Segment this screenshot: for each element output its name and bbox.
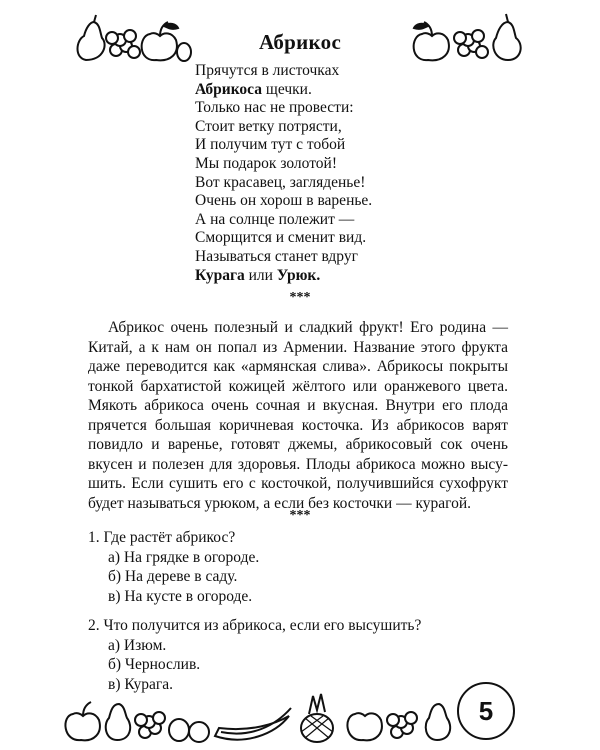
apple-icon	[65, 702, 99, 740]
paragraph-line: Абрикос очень полезный и сладкий фрукт! Его родина —	[108, 319, 508, 336]
paragraph-line: Мякоть абрикоса очень сочная и вкусная. Внутри его плода	[88, 397, 508, 414]
article-paragraph	[88, 318, 508, 513]
questions	[88, 528, 421, 694]
grapes-icon	[135, 712, 165, 738]
poem-line: Абрикоса щечки.	[195, 80, 312, 98]
pineapple-icon	[301, 694, 333, 742]
paragraph-line: прячется большая коричневая косточка. Из абрикосов варят	[88, 416, 508, 434]
separator: ***	[289, 290, 311, 305]
paragraph-line: Китай, а к нам он попал из Армении. Название этого фрукта	[88, 338, 508, 356]
poem-line: Стоит ветку потрясти,	[195, 117, 342, 135]
spacer	[88, 606, 421, 616]
pear-icon	[426, 704, 450, 740]
page-number	[457, 682, 515, 740]
poem-line: Очень он хорош в варенье.	[195, 192, 373, 210]
banana-icon	[215, 708, 291, 740]
answer-option: б) На дереве в саду.	[108, 568, 238, 585]
poem-line: А на солнце полежит —	[195, 210, 355, 228]
answer-option: в) Курага.	[108, 675, 174, 693]
poem-line: Только нас не провести:	[195, 99, 354, 117]
question: 1. Где растёт абрикос?	[88, 529, 236, 546]
question: 2. Что получится из абрикоса, если его высушить?	[88, 617, 422, 634]
page-title: Абрикос	[258, 30, 342, 54]
apple-icon	[347, 713, 381, 740]
poem-line-last: Курага или Урюк.	[195, 266, 321, 284]
poem-line: И получим тут с тобой	[195, 136, 346, 154]
paragraph-line: шить. Если сушить его с косточкой, получившийся сухофрукт	[88, 475, 508, 492]
answer-option: а) На грядке в огороде.	[108, 548, 260, 566]
paragraph-line: повидло и варенье, готовят джемы, абрикосовый сок очень	[88, 436, 508, 453]
paragraph-line: тонкой бархатистой кожицей жёлтого или оранжевого цвета.	[88, 377, 508, 395]
fruit-border-bottom	[55, 686, 455, 744]
poem-line: Называться станет вдруг	[195, 247, 358, 265]
answer-option: б) Чернослив.	[108, 656, 201, 673]
poem	[195, 62, 372, 285]
paragraph-line: даже переводится как «армянская слива». Абрикосы покрыты	[88, 358, 508, 375]
page-number-text: 5	[478, 695, 494, 726]
paragraph-line: вкусен и полезен для здоровья. Плоды абрикоса можно высу-	[88, 455, 508, 473]
poem-line: Прячутся в листочках	[195, 62, 340, 79]
answer-option: а) Изюм.	[108, 636, 167, 654]
plum-icon	[169, 719, 209, 742]
poem-line: Сморщится и сменит вид.	[195, 229, 367, 247]
separator: ***	[289, 508, 311, 523]
answer-option: в) На кусте в огороде.	[108, 587, 253, 605]
grapes-icon	[387, 712, 417, 738]
paragraph-line: будет называться урюком, а если без косточки — курагой.	[88, 494, 472, 512]
pear-icon	[106, 704, 130, 740]
poem-line: Вот красавец, загляденье!	[195, 173, 366, 191]
poem-line: Мы подарок золотой!	[195, 154, 337, 172]
